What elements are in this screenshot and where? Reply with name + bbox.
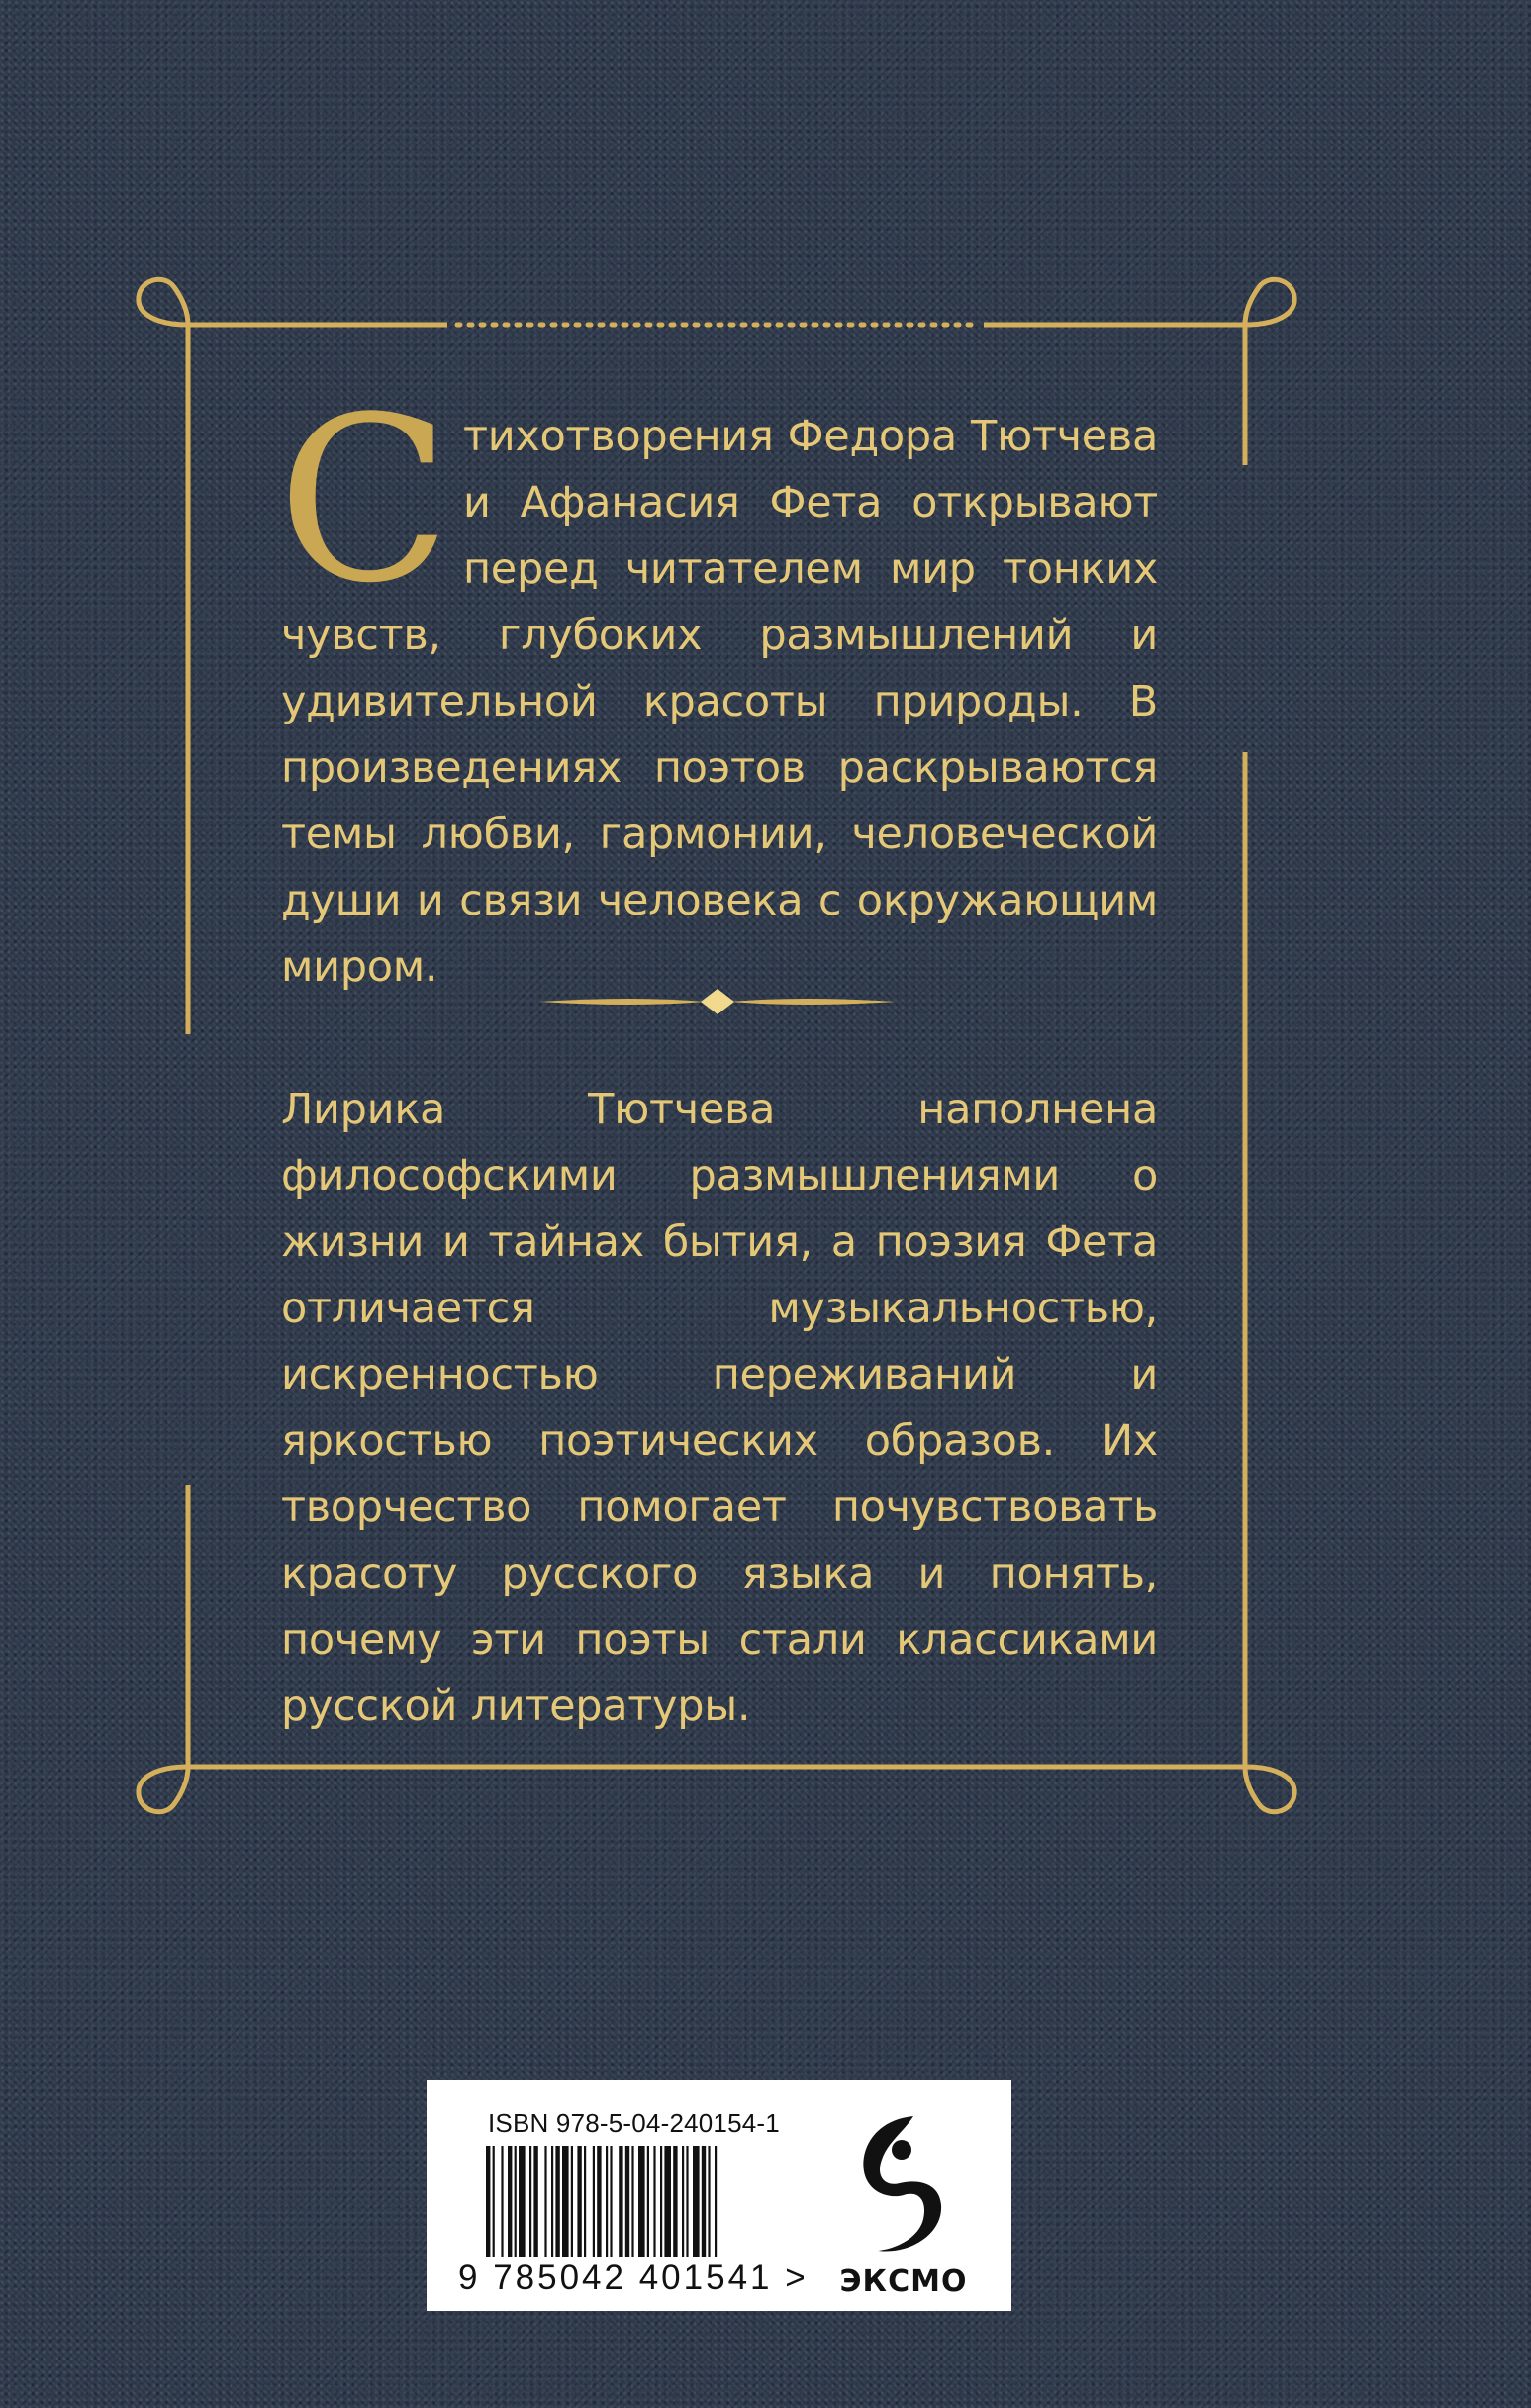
barcode-bar	[533, 2146, 537, 2257]
barcode-bar	[673, 2146, 677, 2257]
barcode-bar	[544, 2146, 546, 2257]
barcode-bars	[486, 2146, 813, 2257]
barcode-bar	[571, 2146, 573, 2257]
barcode-bar	[519, 2146, 526, 2257]
barcode-bar	[702, 2146, 706, 2257]
barcode-bar	[515, 2146, 517, 2257]
barcode-bar	[529, 2146, 531, 2257]
paragraph-2-text: Лирика Тютчева наполнена философскими размышлениями о жизни и тайнах бытия, а поэзия Фета отличается музыкальностью, искренностью переживаний и яркостью поэтических образов. Их творчество помогает почувствовать красоту русского языка и понять, почему эти поэты стали классиками русской литературы.	[281, 1085, 1158, 1731]
isbn-label: ISBN 978-5-04-240154-1	[488, 2108, 780, 2138]
eksmo-logo-icon	[854, 2110, 949, 2259]
barcode-bar	[493, 2146, 495, 2257]
barcode-bar	[606, 2146, 608, 2257]
barcode-bar	[693, 2146, 700, 2257]
barcode-bar	[551, 2146, 553, 2257]
barcode-bar	[664, 2146, 671, 2257]
paragraph-1-text: тихотворения Федора Тютчева и Афанасия Фета открывают перед читателем мир тонких чувств, глубоких размышлений и удивительной красоты природы. В произведениях поэтов раскрываются темы любви, гармонии, человеческой души и связи человека с окружающим миром.	[281, 412, 1158, 992]
barcode-bar	[593, 2146, 595, 2257]
barcode-bar	[686, 2146, 688, 2257]
annotation-paragraph-1	[277, 369, 1158, 1001]
barcode-bar	[660, 2146, 662, 2257]
barcode-bar	[715, 2146, 717, 2257]
barcode-bar	[508, 2146, 512, 2257]
barcode-bar	[562, 2146, 569, 2257]
drop-cap-letter: С	[277, 369, 451, 633]
barcode-bar	[486, 2146, 490, 2257]
barcode-bar	[638, 2146, 645, 2257]
annotation-paragraph-2	[281, 1077, 1158, 1740]
barcode-bar	[610, 2146, 612, 2257]
barcode-digits: 9 785042 401541 >	[458, 2259, 809, 2297]
barcode-bar	[555, 2146, 559, 2257]
barcode-box	[427, 2080, 1011, 2311]
barcode-bar	[597, 2146, 601, 2257]
barcode-bar	[682, 2146, 684, 2257]
barcode-bar	[631, 2146, 633, 2257]
barcode-bar	[619, 2146, 622, 2257]
publisher-name: ЭКСМО	[839, 2264, 968, 2299]
barcode-bar	[501, 2146, 503, 2257]
barcode-bar	[647, 2146, 649, 2257]
barcode-bar	[653, 2146, 655, 2257]
barcode-bar	[584, 2146, 586, 2257]
barcode-bar	[625, 2146, 629, 2257]
barcode-bar	[577, 2146, 581, 2257]
barcode-bar	[708, 2146, 710, 2257]
